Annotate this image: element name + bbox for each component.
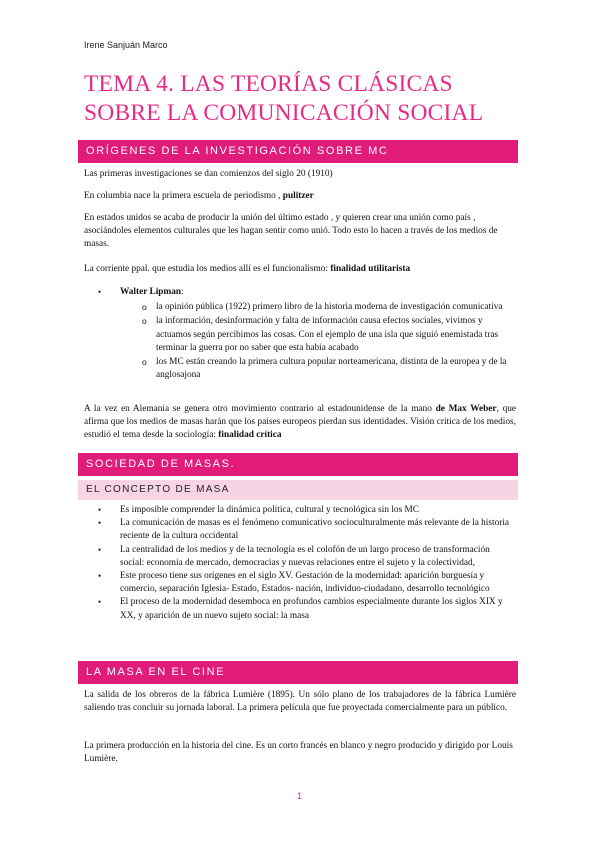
paragraph xyxy=(84,403,516,443)
bold-term: finalidad utilitarista xyxy=(330,264,411,274)
paragraph: Las primeras investigaciones se dan comienzos del siglo 20 (1910) xyxy=(84,169,333,179)
paragraph-text: , que afirma que los medios de masas harán que los países europeos pierdan sus identidades. Visión crítica de los medios, estudió el tema desde la sociología: xyxy=(84,404,516,441)
paragraph xyxy=(84,190,516,203)
paragraph: En estados unidos se acaba de producir la unión del último estado , y quieren crear una unión como país , asociándoles elementos culturales que les hagan sentir como unió. Todo esto lo hacen a través de los medios de masas. xyxy=(84,213,498,250)
list-item: • Es imposible comprender la dinámica política, cultural y tecnológica sin los MC xyxy=(84,504,516,517)
list-item: • La centralidad de los medios y de la tecnología es el colofón de un largo proceso de transformación social: economía de mercado, democracias y nuevas relaciones entre el sujeto y la colectividad, xyxy=(84,544,516,570)
paragraph-text: En columbia nace la primera escuela de periodismo , xyxy=(84,191,283,201)
section-heading-sociedad: SOCIEDAD DE MASAS. xyxy=(78,453,518,476)
bold-term: finalidad crítica xyxy=(218,430,282,441)
sub-list-item: o la opinión pública (1922) primero libro de la historia moderna de investigación comunicativa xyxy=(142,301,514,314)
list-item: • La comunicación de masas es el fenómeno comunicativo socioculturalmente más relevante de la historia reciente de la cultura occidental xyxy=(84,517,516,543)
bullet-list xyxy=(84,286,516,383)
bullet-name: Walter Lipman xyxy=(120,287,182,297)
list-item: • El proceso de la modernidad desemboca en profundos cambios especialmente durante los siglos XIX y XX, y aparición de un nuevo sujeto social: la masa xyxy=(84,596,516,622)
bold-term: pulitzer xyxy=(282,191,314,201)
sub-list-item: o la información, desinformación y falta de información causa efectos sociales, vivimos y actuamos según percibimos las cosas. Con el ejemplo de una isla que siguió enemistada tras terminar la guerra por no saber que esta había acabado xyxy=(142,315,514,355)
list-item: • Este proceso tiene sus orígenes en el siglo XV. Gestación de la modernidad: aparición burguesía y comercio, separación Iglesia- Estado, Estados- nación, individuo-ciudadano, desarrollo tecnológico xyxy=(84,570,516,596)
paragraph-text: A la vez en Alemania se genera otro movimiento contrario al estadounidense de la mano xyxy=(84,404,436,414)
paragraph-text: La corriente ppal. que estudia los medios allí es el funcionalismo: xyxy=(84,264,331,274)
subsection-heading-concepto: EL CONCEPTO DE MASA xyxy=(78,480,518,500)
section-heading-origenes: ORÍGENES DE LA INVESTIGACIÓN SOBRE MC xyxy=(78,140,518,163)
title-line-1: TEMA 4. LAS TEORÍAS CLÁSICAS xyxy=(84,71,453,97)
page-number: 1 xyxy=(296,791,302,801)
paragraph: La primera producción en la historia del cine. Es un corto francés en blanco y negro producido y dirigido por Louis Lumière. xyxy=(84,741,513,765)
sub-list-item: o los MC están creando la primera cultura popular norteamericana, distinta de la europea y de la anglosajona xyxy=(142,356,514,382)
title-line-2: SOBRE LA COMUNICACIÓN SOCIAL xyxy=(84,100,484,126)
author-name: Irene Sanjuán Marco xyxy=(84,40,168,50)
bullet-list xyxy=(84,504,516,623)
paragraph xyxy=(84,263,516,276)
list-item xyxy=(84,286,516,299)
bold-term: de Max Weber xyxy=(435,404,497,414)
paragraph: La salida de los obreros de la fábrica Lumière (1895). Un sólo plano de los trabajadores de la fábrica Lumière saliendo tras concluir su jornada laboral. La primera película que fue proyectada comercialmente para un público. xyxy=(84,690,516,714)
document-title xyxy=(84,70,524,128)
section-heading-cine: LA MASA EN EL CINE xyxy=(78,661,518,684)
bullet-colon: : xyxy=(181,287,184,297)
